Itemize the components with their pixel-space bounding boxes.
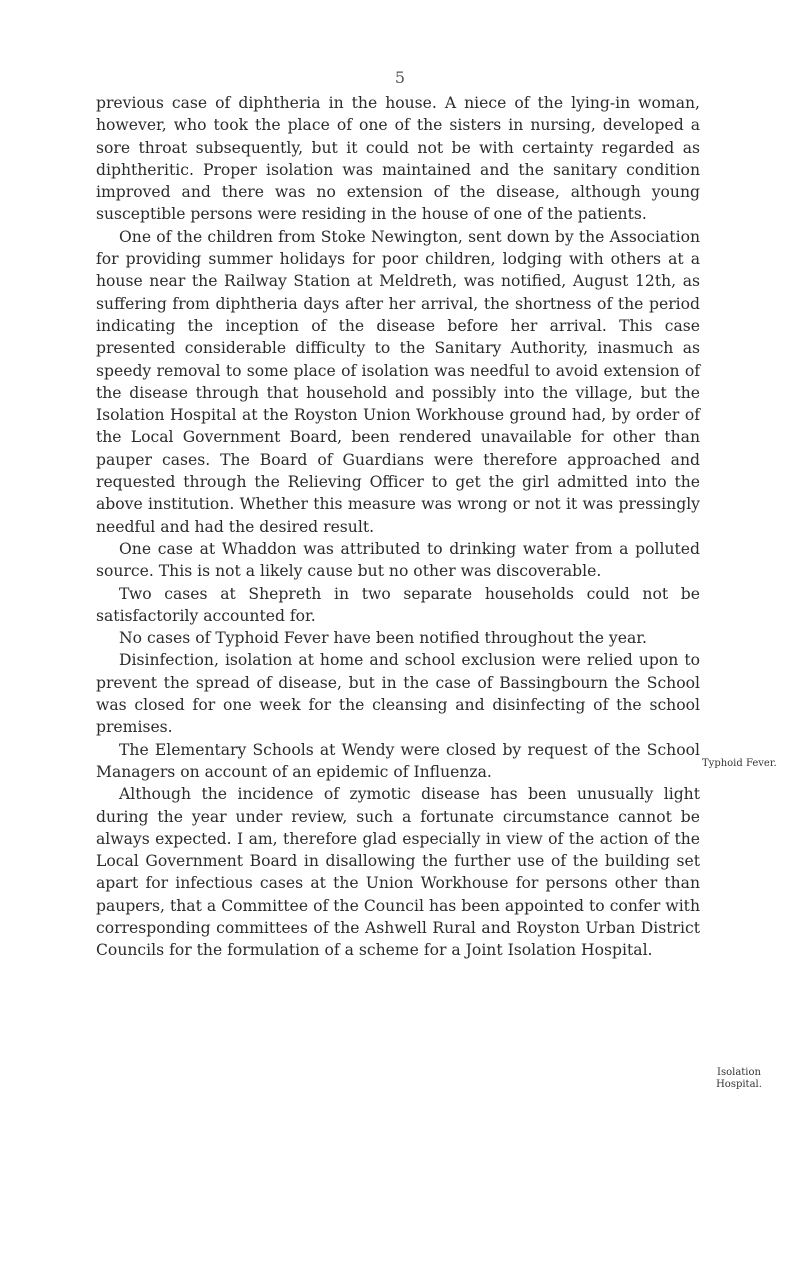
paragraph: One case at Whaddon was attributed to drinking water from a polluted source. This is not a likely cause but no other was discoverable. xyxy=(96,539,700,581)
body-text xyxy=(96,92,700,962)
paragraph: Disinfection, isolation at home and school exclusion were relied upon to prevent the spread of disease, but in the case of Bassingbourn the School was closed for one week for the cleansing and disinfecting of the school premises. xyxy=(96,651,700,737)
paragraph: previous case of diphtheria in the house. A niece of the lying-in woman, however, who took the place of one of the sisters in nursing, developed a sore throat subsequently, but it could not be with certainty regarded as diphtheritic. Proper isolation was maintained and the sanitary condition improved and there was no extension of the disease, although young susceptible persons were residing in the house of one of the patients. xyxy=(96,94,700,224)
margin-note-isolation-hospital: Isolation Hospital. xyxy=(716,1067,762,1090)
margin-note-typhoid-fever: Typhoid Fever. xyxy=(702,758,777,769)
page-number: 5 xyxy=(394,68,406,87)
paragraph: Two cases at Shepreth in two separate households could not be satisfactorily accounted for. xyxy=(96,584,700,625)
paragraph: No cases of Typhoid Fever have been notified throughout the year. xyxy=(119,629,647,648)
paragraph: One of the children from Stoke Newington, sent down by the Association for providing summer holidays for poor children, lodging with others at a house near the Railway Station at Meldreth, was notified, August 12th, as suffering from diphtheria days after her arrival, the shortness of the period indicating the inception of the disease before her arrival. This case presented considerable difficulty to the Sanitary Authority, inasmuch as speedy removal to some place of isolation was needful to avoid extension of the disease through that household and possibly into the village, but the Isolation Hospital at the Royston Union Workhouse ground had, by order of the Local Government Board, been rendered unavailable for other than pauper cases. The Board of Guardians were therefore approached and requested through the Relieving Officer to get the girl admitted into the above institution. Whether this measure was wrong or not it was pressingly needful and had the desired result. xyxy=(96,227,700,536)
paragraph: The Elementary Schools at Wendy were closed by request of the School Managers on account of an epidemic of Influenza. xyxy=(96,740,700,781)
paragraph: Although the incidence of zymotic disease has been unusually light during the year under review, such a fortunate circumstance cannot be always expected. I am, therefore glad especially in view of the action of the Local Government Board in disallowing the further use of the building set apart for infectious cases at the Union Workhouse for persons other than paupers, that a Committee of the Council has been appointed to confer with corresponding committees of the Ashwell Rural and Royston Urban District Councils for the formulation of a scheme for a Joint Isolation Hospital. xyxy=(96,785,700,960)
